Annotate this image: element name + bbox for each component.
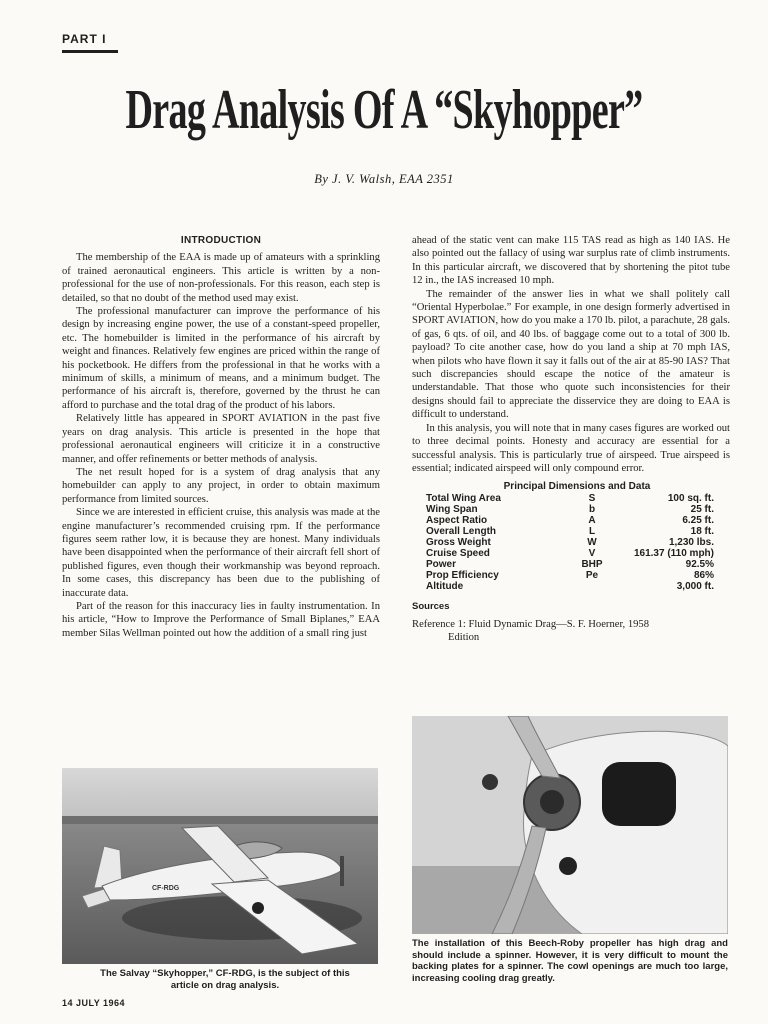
aircraft-illustration — [62, 768, 378, 964]
spec-name: Wing Span — [426, 504, 478, 516]
spec-row — [412, 504, 730, 515]
propeller-illustration — [412, 716, 728, 934]
page-footer: 14 JULY 1964 — [62, 998, 126, 1008]
spec-symbol — [572, 581, 612, 592]
spec-value: 161.37 (110 mph) — [633, 548, 714, 560]
spec-name: Prop Efficiency — [426, 570, 499, 582]
specs-title: Principal Dimensions and Data — [503, 481, 651, 493]
paragraph: Part of the reason for this inaccuracy lies in faulty instrumentation. In his article, “How to Improve the Performance of Small Biplanes,” EAA member Silas Wellman pointed out how the addition of a small ring just — [62, 600, 380, 639]
spec-symbol: V — [588, 548, 596, 560]
photo-caption-right: The installation of this Beech-Roby propeller has high drag and should include a spinner. However, it is very difficult to mount the backing plates for a spinner. The cowl openings are much too large, increasing cooling drag greatly. — [412, 938, 728, 984]
spec-value: 1,230 lbs. — [668, 537, 714, 549]
spec-symbol: b — [588, 504, 596, 516]
paragraph: Relatively little has appeared in SPORT AVIATION in the past five years on drag analysis. This article is presented in the hope that professional aeronautical engineers will criticize it in a constructive manner, and offer refinements or better methods of analysis. — [62, 413, 380, 465]
reference-text: Reference 1: Fluid Dynamic Drag—S. F. Hoerner, 1958 — [412, 618, 650, 630]
spec-symbol: Pe — [585, 570, 599, 582]
paragraph: Since we are interested in efficient cruise, this analysis was made at the engine manufacturer’s recommended cruising rpm. If the performance figures seem rather low, it is because they are honest. Many individuals have been disappointed when the performance of their aircraft fell short of published figures, even though their workmanship was beyond reproach. In some cases, this discrepancy has been due to the publishing of inaccurate data. — [62, 507, 380, 599]
registration-label: CF-RDG — [152, 885, 180, 892]
reference-edition: Edition — [448, 632, 480, 644]
spec-symbol: W — [587, 537, 597, 549]
spec-row — [412, 515, 730, 526]
spec-row — [412, 570, 730, 581]
paragraph: The professional manufacturer can improve the performance of his design by increasing engine power, the use of a constant-speed propeller, etc. The homebuilder is limited in the performance of his aircraft by weight and finances. Relatively few engines are priced within the range of his pocketbook. He differs from the professional in that he works with a minimum of skills, a minimum of means, and a minimum budget. The performance of his aircraft is, therefore, governed by the thrust he can afford to purchase and the total drag of the product of his labors. — [62, 306, 380, 411]
spec-name: Total Wing Area — [426, 493, 501, 505]
specs-table — [412, 481, 730, 592]
spec-symbol: S — [588, 493, 596, 505]
spec-value: 6.25 ft. — [682, 515, 714, 527]
left-column — [62, 234, 380, 640]
spec-name: Altitude — [426, 581, 464, 593]
spec-value: 100 sq. ft. — [667, 493, 714, 505]
paragraph: ahead of the static vent can make 115 TAS read as high as 140 IAS. He also pointed out the fallacy of using war surplus rate of climb instruments. In this particular aircraft, we discovered that by shortening the pitot tube 12 in., the IAS increased 10 mph. — [412, 235, 730, 287]
spec-name: Gross Weight — [426, 537, 491, 549]
spec-value: 18 ft. — [690, 526, 714, 538]
paragraph: The membership of the EAA is made up of amateurs with a sprinkling of trained aeronautical engineers. This article is written by a non-professional for the use of non-professionals. For this reason, each step is detailed, so that no doubt of the method used may exist. — [62, 252, 380, 304]
aircraft-photo — [62, 768, 378, 964]
propeller-photo — [412, 716, 728, 934]
spec-row — [412, 537, 730, 548]
section-heading: INTRODUCTION — [180, 235, 262, 246]
sources-heading: Sources — [412, 601, 450, 613]
spec-value: 3,000 ft. — [676, 581, 714, 593]
spec-row — [412, 581, 730, 592]
spec-row — [412, 548, 730, 559]
spec-name: Cruise Speed — [426, 548, 490, 560]
paragraph: The remainder of the answer lies in what we shall politely call “Oriental Hyperbolae.” For example, in one design formerly advertised in SPORT AVIATION, how do you make a 170 lb. pilot, a parachute, 28 gals. of gas, 6 qts. of oil, and 40 lbs. of baggage come out to a total of 300 lb. payload? To cite another case, how do you land a ship at 70 mph IAS, when pilots who have flown it say it falls out of the air at 85-90 IAS? That such discrepancies should escape the notice of the amateur is understandable. That those who quote such inconsistencies for their designs should fail to appreciate the disservice they are doing to EAA is difficult to understand. — [412, 288, 730, 421]
paragraph: The net result hoped for is a system of drag analysis that any homebuilder can apply to any project, in order to obtain maximum performance from limited sources. — [62, 466, 380, 505]
part-label: PART I — [62, 32, 107, 46]
spec-name: Overall Length — [426, 526, 497, 538]
spec-symbol: A — [588, 515, 596, 527]
spec-value: 25 ft. — [690, 504, 714, 516]
paragraph: In this analysis, you will note that in many cases figures are worked out to three decimal points. Honesty and accuracy are essential for a successful analysis. This is particularly true of airspeed. True airspeed is essential; indicated airspeed will only compound error. — [412, 422, 730, 474]
article-title: Drag Analysis Of A “Skyhopper” — [125, 79, 643, 141]
byline: By J. V. Walsh, EAA 2351 — [314, 172, 454, 186]
spec-value: 92.5% — [685, 559, 714, 571]
right-column — [412, 234, 730, 645]
reference — [412, 618, 730, 645]
spec-symbol: BHP — [581, 559, 603, 571]
spec-symbol: L — [588, 526, 596, 538]
spec-row — [412, 526, 730, 537]
spec-row — [412, 493, 730, 504]
spec-name: Aspect Ratio — [426, 515, 488, 527]
spec-row — [412, 559, 730, 570]
spec-value: 86% — [693, 570, 714, 582]
photo-caption-left: The Salvay “Skyhopper,” CF-RDG, is the subject of this article on drag analysis. — [100, 968, 350, 991]
part-rule — [62, 50, 118, 53]
spec-name: Power — [426, 559, 457, 571]
